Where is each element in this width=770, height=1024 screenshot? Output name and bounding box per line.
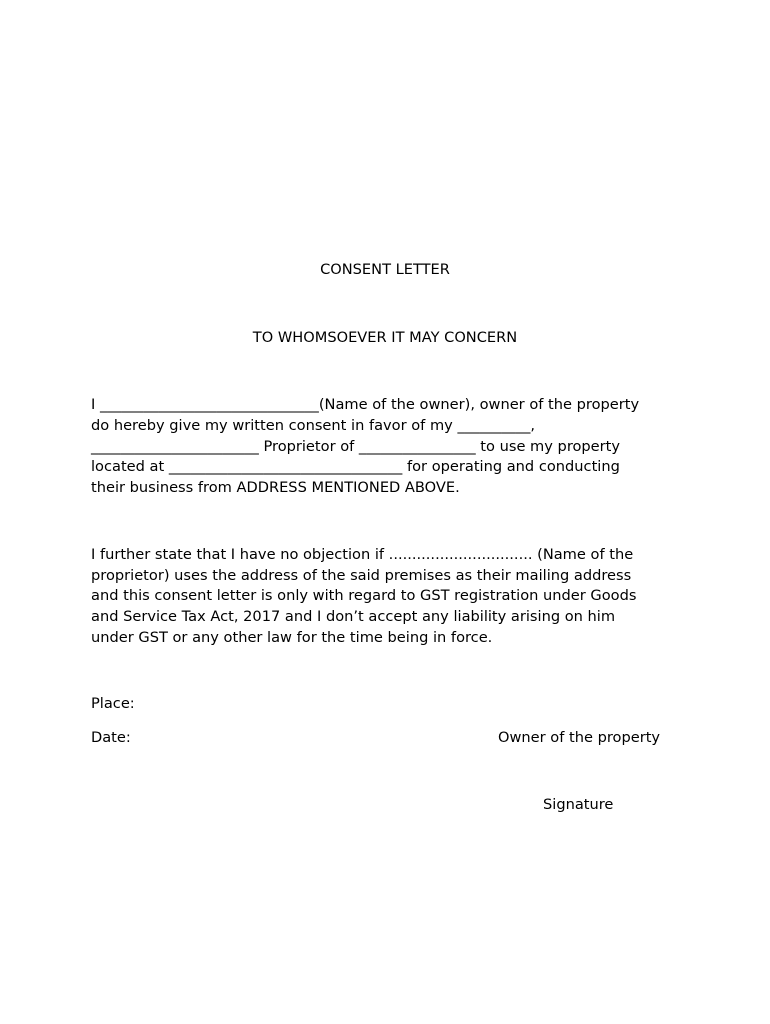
paragraph-line: their business from ADDRESS MENTIONED ABOVE. <box>91 479 460 496</box>
paragraph-line: and this consent letter is only with regard to GST registration under Goods <box>91 587 637 604</box>
owner-label: Owner of the property <box>498 729 661 746</box>
document-title: CONSENT LETTER <box>320 261 450 278</box>
signature-label: Signature <box>543 796 614 813</box>
paragraph-line: I ______________________________(Name of the owner), owner of the property <box>91 396 640 413</box>
paragraph-line: located at ________________________________ for operating and conducting <box>91 458 620 475</box>
salutation: TO WHOMSOEVER IT MAY CONCERN <box>252 329 518 346</box>
paragraph-line: and Service Tax Act, 2017 and I don’t accept any liability arising on him <box>91 608 616 625</box>
place-label: Place: <box>91 695 135 712</box>
paragraph-line: proprietor) uses the address of the said premises as their mailing address <box>91 567 632 584</box>
paragraph-line: _______________________ Proprietor of ________________ to use my property <box>91 438 621 455</box>
paragraph-line: do hereby give my written consent in favor of my __________, <box>91 417 536 434</box>
paragraph-line: under GST or any other law for the time being in force. <box>91 629 493 646</box>
date-label: Date: <box>91 729 131 746</box>
paragraph-line: I further state that I have no objection if ............................... (Name of the <box>91 546 634 563</box>
